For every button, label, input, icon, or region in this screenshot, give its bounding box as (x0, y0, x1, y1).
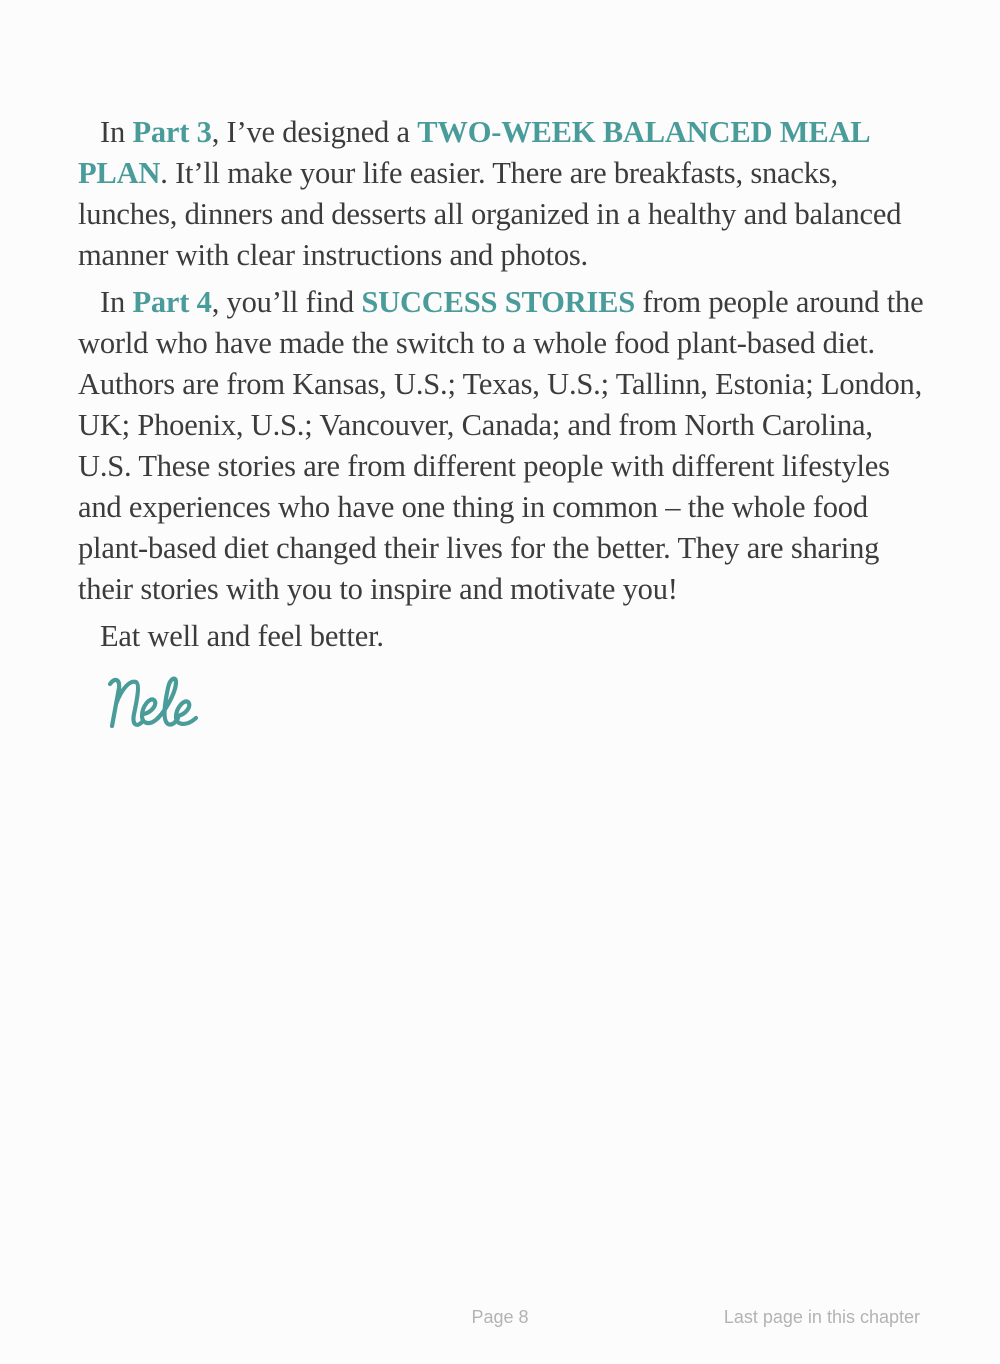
signature-nele (4, 570, 214, 740)
success-stories-highlight: SUCCESS STORIES (361, 285, 635, 319)
chapter-status: Last page in this chapter (723, 1307, 920, 1327)
part-4-link: Part 4 (132, 285, 212, 319)
closing-line: Eat well and feel better. (100, 619, 384, 653)
text-run: from people around the world who have made the switch to a whole food plant-based diet. Authors are from Kansas, U.S.; Texas, U.S.; Tallinn, Estonia; London, UK; Phoenix, U.S.; Vancouver, Canada; and from North Carolina, U.S. These stories are from different people with different lifestyles and experiences who have one thing in common – the whole food plant-based diet changed their lives for the better. They are sharing their stories with you to inspire and motivate you! (78, 285, 924, 606)
meal-plan-highlight: TWO-WEEK BALANCED MEAL PLAN (78, 115, 869, 190)
body-text (78, 112, 928, 663)
paragraph-part-3 (78, 112, 928, 276)
paragraph-part-4 (78, 282, 928, 610)
signature-text: Nele (4, 570, 6, 571)
text-run: , you’ll find (211, 285, 362, 319)
page-number: Page 8 (471, 1307, 529, 1327)
text-run: . It’ll make your life easier. There are breakfasts, snacks, lunches, dinners and desserts all organized in a healthy and balanced manner with clear instructions and photos. (78, 156, 902, 272)
text-run: In (100, 115, 133, 149)
text-run: , I’ve designed a (211, 115, 418, 149)
text-run: In (100, 285, 133, 319)
part-3-link: Part 3 (132, 115, 212, 149)
